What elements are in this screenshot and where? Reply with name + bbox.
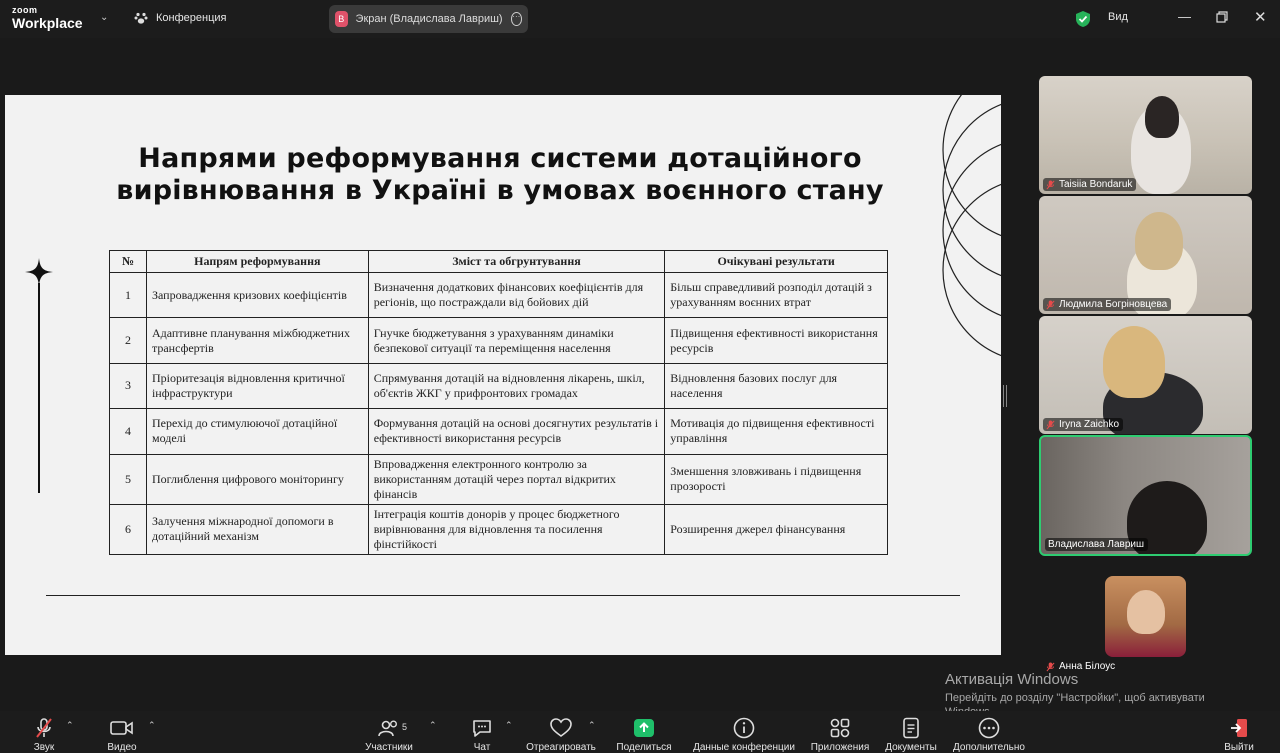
screen-owner-badge: В — [335, 11, 348, 27]
header-result: Очікувані результати — [665, 251, 888, 273]
table-header-row — [110, 251, 888, 273]
chat-label: Чат — [473, 742, 491, 753]
row-number: 2 — [110, 318, 147, 363]
row-number: 1 — [110, 273, 147, 318]
audio-options-chevron-icon[interactable]: ⌃ — [66, 720, 74, 730]
mic-muted-icon — [1046, 300, 1055, 310]
participant-tile-active-speaker[interactable] — [1039, 435, 1252, 556]
table-row — [110, 454, 888, 504]
video-button[interactable] — [100, 717, 144, 753]
row-result: Зменшення зловживань і підвищення прозорості — [665, 454, 888, 504]
row-content: Інтеграція коштів донорів у процес бюджетного вирівнювання для відновлення та посилення фінстійкості — [368, 504, 665, 554]
participants-options-chevron-icon[interactable]: ⌃ — [429, 720, 437, 730]
row-result: Відновлення базових послуг для населення — [665, 363, 888, 408]
apps-label: Приложения — [810, 742, 870, 753]
reform-table — [109, 250, 888, 555]
table-row — [110, 318, 888, 363]
participant-tile[interactable] — [1039, 76, 1252, 194]
participants-icon — [378, 719, 400, 737]
docs-label: Документы — [885, 742, 937, 753]
conference-menu[interactable] — [134, 11, 226, 25]
conference-label: Конференция — [156, 12, 227, 24]
more-options-icon[interactable]: ··· — [511, 12, 522, 26]
row-direction: Адаптивне планування міжбюджетних трансфертів — [146, 318, 368, 363]
minimize-icon[interactable]: — — [1178, 9, 1191, 24]
zoom-logo — [12, 6, 83, 30]
chat-button[interactable] — [462, 717, 502, 753]
row-direction: Поглиблення цифрового моніторингу — [146, 454, 368, 504]
participant-tile[interactable] — [1039, 196, 1252, 314]
participant-name: Владислава Лавриш — [1048, 539, 1145, 550]
row-content: Спрямування дотацій на відновлення лікарень, шкіл, об'єктів ЖКГ у прифронтових громадах — [368, 363, 665, 408]
participant-hair — [1103, 326, 1165, 398]
participant-name: Taisiia Bondaruk — [1059, 179, 1133, 190]
meeting-toolbar — [0, 711, 1280, 753]
row-content: Формування дотацій на основі досягнутих результатів і ефективності використання ресурсів — [368, 409, 665, 454]
split-resize-handle[interactable] — [1003, 385, 1007, 407]
participant-name-tag — [1045, 538, 1148, 551]
row-direction: Залучення міжнародної допомоги в дотаційний механізм — [146, 504, 368, 554]
more-button[interactable] — [948, 717, 1030, 753]
participant-name-tag — [1043, 178, 1136, 191]
close-icon[interactable]: ✕ — [1254, 9, 1267, 26]
participant-name-tag — [1043, 418, 1123, 431]
document-icon — [902, 717, 920, 739]
share-screen-icon — [633, 718, 655, 738]
row-direction: Запровадження кризових коефіцієнтів — [146, 273, 368, 318]
row-direction: Пріоритезація відновлення критичної інфраструктури — [146, 363, 368, 408]
slide-title-line2: вирівнювання в Україні в умовах воєнного стану — [116, 175, 884, 206]
video-label: Видео — [107, 742, 137, 753]
video-camera-icon — [110, 719, 134, 737]
table-row — [110, 363, 888, 408]
more-icon — [978, 717, 1000, 739]
activation-text: Перейдіть до розділу "Настройки", щоб активувати — [945, 692, 1205, 704]
paw-icon — [134, 11, 148, 25]
participant-name: Iryna Zaichko — [1059, 419, 1120, 430]
apps-icon — [829, 717, 851, 739]
share-button[interactable] — [613, 717, 675, 753]
header-number: № — [110, 251, 147, 273]
title-bar — [0, 0, 1280, 38]
row-number: 4 — [110, 409, 147, 454]
header-direction: Напрям реформування — [146, 251, 368, 273]
participants-count: 5 — [402, 722, 408, 732]
leave-label: Выйти — [1224, 742, 1254, 753]
table-row — [110, 273, 888, 318]
share-label: Поделиться — [616, 742, 672, 753]
decorative-vertical-line — [38, 283, 40, 493]
screen-share-pill[interactable] — [329, 5, 528, 33]
audio-label: Звук — [33, 742, 55, 753]
leave-button[interactable] — [1220, 717, 1258, 753]
row-result: Більш справедливий розподіл дотацій з урахуванням воєнних втрат — [665, 273, 888, 318]
audio-button[interactable] — [22, 717, 66, 753]
participant-hair — [1145, 96, 1179, 138]
slide-title-line1: Напрями реформування системи дотаційного — [138, 143, 862, 174]
screen-share-label: Экран (Владислава Лавриш) — [355, 13, 503, 25]
view-menu[interactable]: Вид — [1108, 11, 1128, 23]
logo-workplace-text: Workplace — [12, 15, 83, 31]
restore-icon[interactable] — [1216, 11, 1228, 23]
decorative-horizontal-line — [46, 595, 960, 596]
row-content: Гнучке бюджетування з урахуванням динаміки безпекової ситуації та переміщення населення — [368, 318, 665, 363]
leave-door-icon — [1228, 717, 1250, 739]
react-label: Отреагировать — [526, 742, 596, 753]
participants-label: Участники — [365, 742, 413, 753]
meeting-info-button[interactable] — [690, 717, 798, 753]
row-number: 3 — [110, 363, 147, 408]
participants-button[interactable] — [360, 717, 418, 753]
participant-hair — [1135, 212, 1183, 270]
participant-name: Людмила Богріновцева — [1059, 299, 1168, 310]
row-result: Підвищення ефективності використання ресурсів — [665, 318, 888, 363]
row-result: Розширення джерел фінансування — [665, 504, 888, 554]
security-shield-icon[interactable] — [1075, 10, 1091, 28]
apps-button[interactable] — [808, 717, 872, 753]
mic-muted-icon — [1046, 420, 1055, 430]
app-menu-chevron-icon[interactable]: ⌄ — [100, 12, 109, 23]
info-icon — [733, 717, 755, 739]
mic-muted-icon — [1046, 662, 1055, 672]
row-result: Мотивація до підвищення ефективності управління — [665, 409, 888, 454]
row-number: 5 — [110, 454, 147, 504]
avatar-face — [1127, 590, 1165, 634]
sparkle-star-icon — [25, 258, 53, 286]
row-number: 6 — [110, 504, 147, 554]
header-content: Зміст та обгрунтування — [368, 251, 665, 273]
row-content: Впровадження електронного контролю за використанням дотацій через портал відкритих фінансів — [368, 454, 665, 504]
participant-name-tag — [1043, 298, 1171, 311]
table-row — [110, 409, 888, 454]
react-options-chevron-icon[interactable]: ⌃ — [588, 720, 596, 730]
activation-title: Активація Windows — [945, 671, 1079, 688]
react-button[interactable] — [524, 717, 598, 753]
slide-title — [75, 143, 925, 207]
meeting-info-label: Данные конференции — [693, 742, 795, 753]
table-row — [110, 504, 888, 554]
heart-reaction-icon — [550, 718, 572, 738]
shared-screen-slide — [5, 95, 1001, 655]
chat-bubble-icon — [471, 718, 493, 738]
row-direction: Перехід до стимулюючої дотаційної моделі — [146, 409, 368, 454]
mic-muted-icon — [1046, 180, 1055, 190]
more-label: Дополнительно — [953, 742, 1025, 753]
participant-avatar — [1105, 576, 1186, 657]
docs-button[interactable] — [882, 717, 940, 753]
participant-name: Анна Білоус — [1059, 661, 1116, 672]
video-options-chevron-icon[interactable]: ⌃ — [148, 720, 156, 730]
participant-tile[interactable] — [1039, 316, 1252, 434]
row-content: Визначення додаткових фінансових коефіцієнтів для регіонів, що постраждали від бойових дій — [368, 273, 665, 318]
logo-zoom-text: zoom — [12, 5, 38, 15]
decorative-circles — [935, 95, 1001, 365]
chat-options-chevron-icon[interactable]: ⌃ — [505, 720, 513, 730]
mic-muted-icon — [34, 717, 54, 739]
